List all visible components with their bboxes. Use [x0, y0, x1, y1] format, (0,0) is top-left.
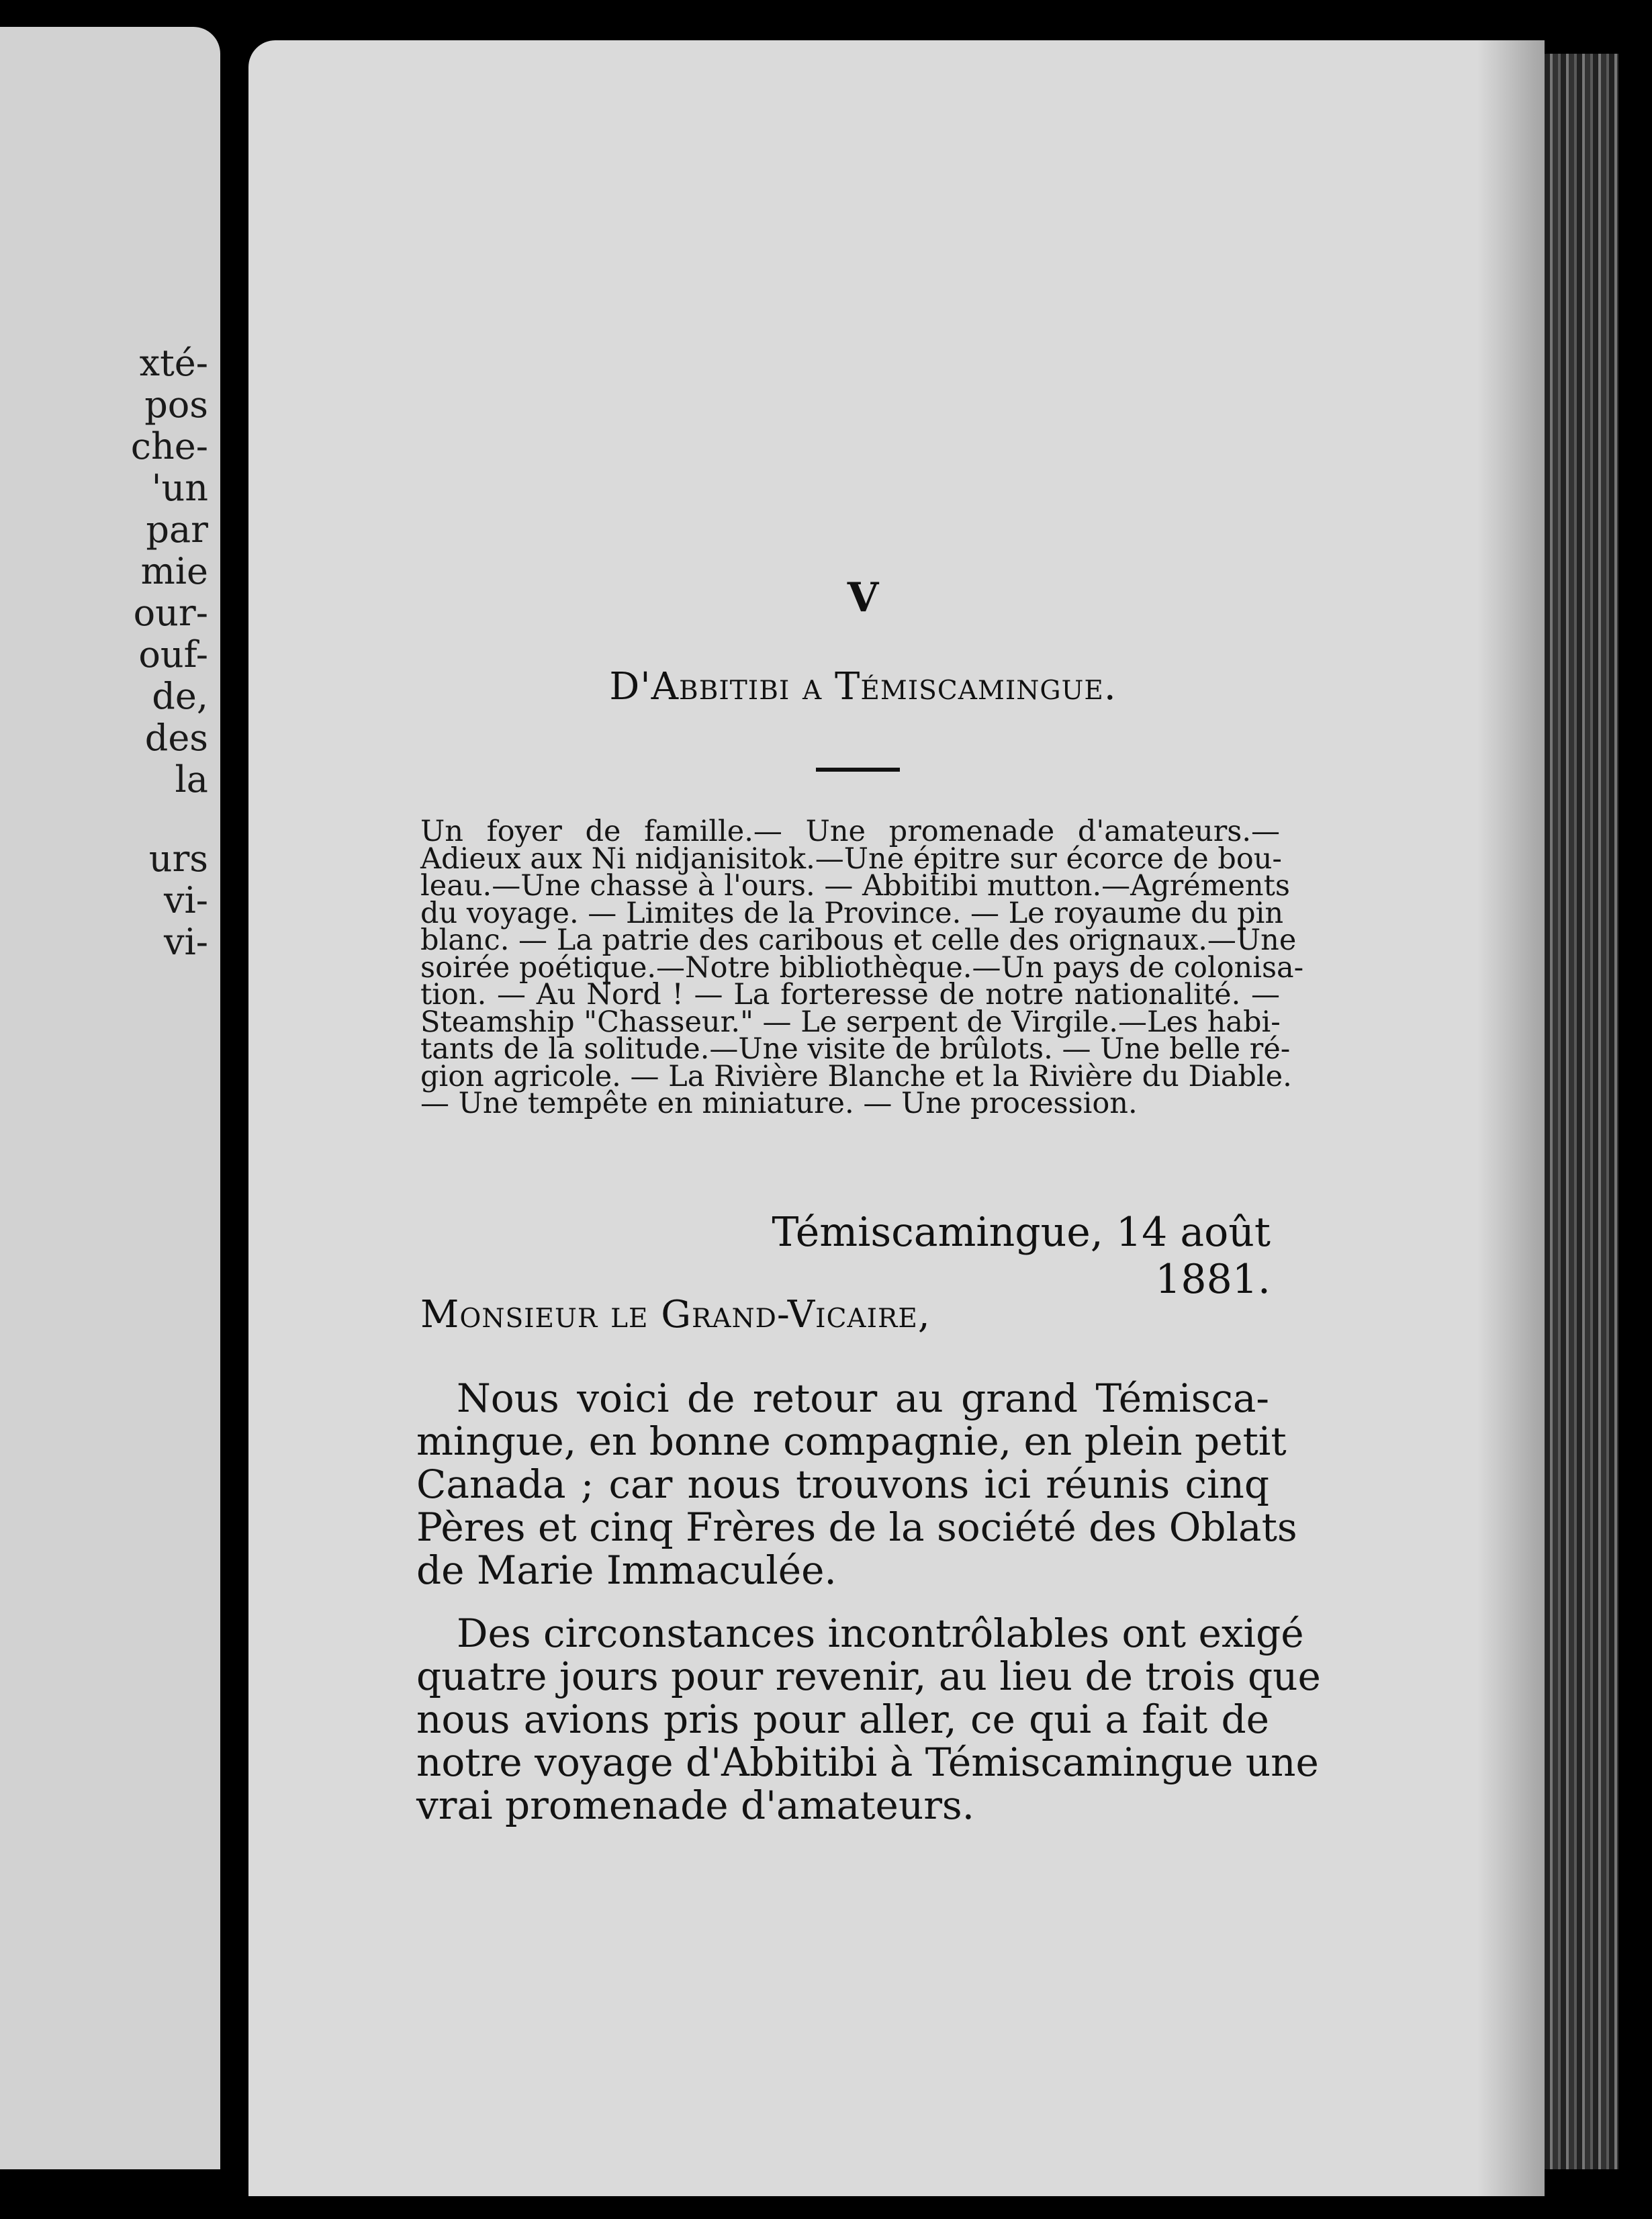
title-rule — [816, 768, 900, 772]
left-page-fragment: par — [146, 508, 208, 551]
summary-line: Un foyer de famille.— Une promenade d'amateurs.— — [420, 815, 1280, 848]
paragraph-line: Canada ; car nous trouvons ici réunis cinq — [416, 1461, 1269, 1507]
paragraph-line: Nous voici de retour au grand Témisca- — [457, 1375, 1269, 1421]
summary-line: tants de la solitude.—Une visite de brûlots. — Une belle ré- — [420, 1032, 1291, 1066]
left-page — [0, 27, 220, 2169]
summary-line: Steamship "Chasseur." — Le serpent de Virgile.—Les habi- — [420, 1005, 1281, 1039]
summary-line: tion. — Au Nord ! — La forteresse de notre nationalité. — — [420, 978, 1280, 1011]
left-page-fragment: our- — [133, 592, 208, 634]
summary-line: blanc. — La patrie des caribous et celle des orignaux.—Une — [420, 923, 1297, 957]
paragraph-line: Pères et cinq Frères de la société des Oblats — [416, 1504, 1297, 1550]
summary-line: leau.—Une chasse à l'ours. — Abbitibi mutton.—Agréments — [420, 869, 1290, 903]
paragraph-line: Des circonstances incontrôlables ont exigé — [457, 1611, 1304, 1656]
left-page-fragment: xté- — [139, 342, 208, 384]
paragraph-line: quatre jours pour revenir, au lieu de trois que — [416, 1654, 1321, 1699]
paragraph-line: mingue, en bonne compagnie, en plein petit — [416, 1418, 1287, 1464]
book-page-edges — [1545, 54, 1618, 2169]
paragraph-1 — [416, 1375, 1297, 1593]
letter-salutation: Monsieur le Grand-Vicaire, — [420, 1293, 931, 1337]
summary-line: gion agricole. — La Rivière Blanche et la Rivière du Diable. — [420, 1059, 1292, 1093]
left-page-fragment: pos — [144, 383, 208, 426]
left-page-fragment: 'un — [151, 467, 208, 509]
left-page-fragment: la — [175, 758, 208, 801]
left-page-fragment: vi- — [163, 921, 208, 963]
letter-dateline: Témiscamingue, 14 août 1881. — [772, 1209, 1271, 1303]
summary-line: soirée poétique.—Notre bibliothèque.—Un pays de colonisa- — [420, 950, 1304, 985]
left-page-fragment: mie — [140, 550, 208, 592]
left-page-fragment: des — [144, 717, 208, 759]
summary-line: Adieux aux Ni nidjanisitok.—Une épitre sur écorce de bou- — [420, 842, 1282, 876]
left-page-fragment: urs — [148, 837, 208, 880]
paragraph-line: de Marie Immaculée. — [416, 1547, 837, 1593]
summary-line: — Une tempête en miniature. — Une procession. — [420, 1087, 1138, 1120]
left-page-fragment: che- — [130, 425, 208, 467]
paragraph-2 — [416, 1611, 1321, 1828]
left-page-fragment: ouf- — [138, 633, 208, 676]
summary-line: du voyage. — Limites de la Province. — Le royaume du pin — [420, 896, 1284, 930]
paragraph-line: nous avions pris pour aller, ce qui a fait de — [416, 1696, 1269, 1742]
chapter-title: D'Abbitibi a Témiscamingue. — [609, 665, 1117, 709]
paragraph-line: vrai promenade d'amateurs. — [416, 1782, 975, 1828]
paragraph-line: notre voyage d'Abbitibi à Témiscamingue une — [416, 1739, 1319, 1785]
left-page-fragment: de, — [152, 675, 208, 717]
chapter-number: V — [847, 574, 879, 621]
page-shadow — [1477, 40, 1545, 2196]
chapter-summary — [420, 815, 1304, 1120]
left-page-fragment: vi- — [163, 879, 208, 921]
